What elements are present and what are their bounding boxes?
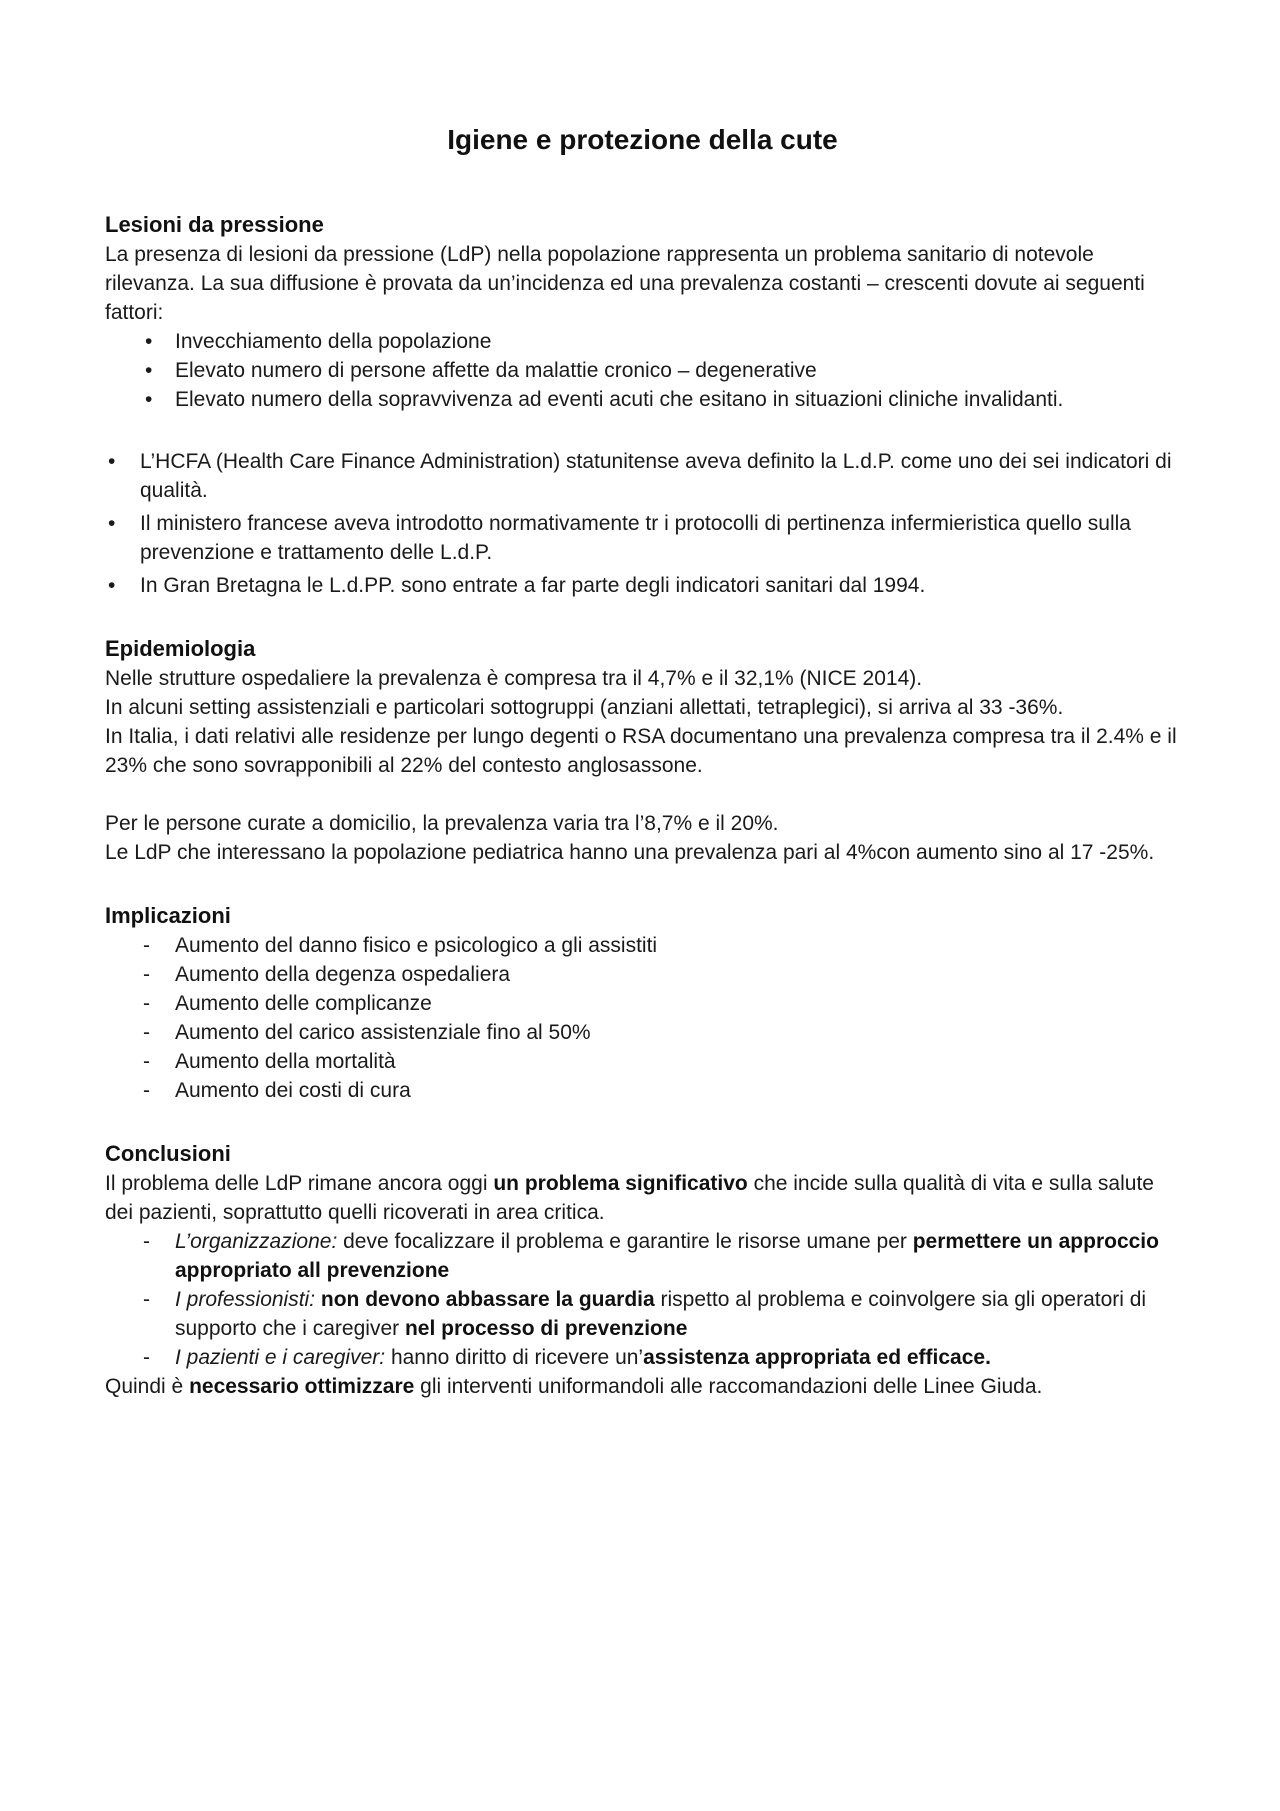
epidemiologia-paragraph: Le LdP che interessano la popolazione pediatrica hanno una prevalenza pari al 4%con aumento sino al 17 -25%. <box>105 841 1155 864</box>
section-implicazioni <box>105 901 1180 1105</box>
list-item <box>105 1227 1180 1285</box>
text-run-italic: I pazienti e i caregiver: <box>175 1346 386 1369</box>
list-item: • L’HCFA (Health Care Finance Administration) statunitense aveva definito la L.d.P. come uno dei sei indicatori di qualità. <box>105 447 1180 505</box>
lesioni-intro-paragraph: La presenza di lesioni da pressione (LdP) nella popolazione rappresenta un problema sanitario di notevole rilevanza. La sua diffusione è provata da un’incidenza ed una prevalenza costanti – crescenti dovute ai seguenti fattori: <box>105 243 1145 324</box>
lesioni-notes-list <box>105 447 1180 600</box>
list-item <box>105 1285 1180 1343</box>
list-item: • In Gran Bretagna le L.d.PP. sono entrate a far parte degli indicatori sanitari dal 1994. <box>105 571 1180 600</box>
heading-lesioni-da-pressione: Lesioni da pressione <box>105 212 324 237</box>
list-item: - Aumento delle complicanze <box>105 989 1180 1018</box>
text-run: Quindi è <box>105 1375 190 1398</box>
text-run: che incide sulla qualità di vita e sulla salute dei pazienti, soprattutto quelli ricoverati in area critica. <box>105 1172 1154 1224</box>
text-run: Il problema delle LdP rimane ancora oggi <box>105 1172 494 1195</box>
section-epidemiologia <box>105 634 1180 867</box>
text-run-bold: assistenza appropriata ed efficace. <box>643 1346 991 1369</box>
text-run-bold: un problema significativo <box>493 1172 748 1195</box>
list-item: - Aumento della mortalità <box>105 1047 1180 1076</box>
section-conclusioni <box>105 1139 1180 1401</box>
text-run-bold: permettere un approccio appropriato all prevenzione <box>175 1230 1159 1282</box>
text-run-bold: necessario ottimizzare <box>189 1375 415 1398</box>
lesioni-factors-list <box>105 327 1180 414</box>
text-run: gli interventi uniformandoli alle raccomandazioni delle Linee Giuda. <box>414 1375 1043 1398</box>
epidemiologia-paragraph: In alcuni setting assistenziali e particolari sottogruppi (anziani allettati, tetraplegici), si arriva al 33 -36%. <box>105 696 1064 719</box>
implicazioni-list <box>105 931 1180 1105</box>
text-run-italic: L’organizzazione: <box>175 1230 338 1253</box>
conclusioni-closing-paragraph <box>105 1372 1180 1401</box>
epidemiologia-paragraph: Nelle strutture ospedaliere la prevalenza è compresa tra il 4,7% e il 32,1% (NICE 2014). <box>105 667 923 690</box>
list-item <box>105 1343 1180 1372</box>
text-run: deve focalizzare il problema e garantire le risorse umane per <box>337 1230 913 1253</box>
list-item: - Aumento dei costi di cura <box>105 1076 1180 1105</box>
epidemiologia-paragraph: Per le persone curate a domicilio, la prevalenza varia tra l’8,7% e il 20%. <box>105 812 779 835</box>
heading-epidemiologia: Epidemiologia <box>105 636 256 661</box>
text-run: rispetto al problema e coinvolgere sia gli operatori di supporto che i caregiver <box>175 1288 1147 1340</box>
list-item: - Aumento del danno fisico e psicologico a gli assistiti <box>105 931 1180 960</box>
list-item: - Aumento del carico assistenziale fino al 50% <box>105 1018 1180 1047</box>
document-title: Igiene e protezione della cute <box>447 124 838 155</box>
heading-conclusioni: Conclusioni <box>105 1141 231 1166</box>
heading-implicazioni: Implicazioni <box>105 903 231 928</box>
text-run-italic: I professionisti: <box>175 1288 316 1311</box>
epidemiologia-paragraph: In Italia, i dati relativi alle residenze per lungo degenti o RSA documentano una prevalenza compresa tra il 2.4% e il 23% che sono sovrapponibili al 22% del contesto anglosassone. <box>105 725 1177 777</box>
text-run-bold: non devono abbassare la guardia <box>320 1288 655 1311</box>
text-run: hanno diritto di ricevere un’ <box>385 1346 644 1369</box>
conclusioni-list <box>105 1227 1180 1372</box>
text-run-bold: nel processo di prevenzione <box>404 1317 688 1340</box>
conclusioni-intro-paragraph <box>105 1169 1180 1227</box>
section-lesioni-da-pressione <box>105 210 1180 600</box>
list-item: • Invecchiamento della popolazione <box>105 327 1180 356</box>
list-item: • Il ministero francese aveva introdotto normativamente tr i protocolli di pertinenza infermieristica quello sulla prevenzione e trattamento delle L.d.P. <box>105 509 1180 567</box>
list-item: - Aumento della degenza ospedaliera <box>105 960 1180 989</box>
list-item: • Elevato numero della sopravvivenza ad eventi acuti che esitano in situazioni cliniche invalidanti. <box>105 385 1180 414</box>
list-item: • Elevato numero di persone affette da malattie cronico – degenerative <box>105 356 1180 385</box>
